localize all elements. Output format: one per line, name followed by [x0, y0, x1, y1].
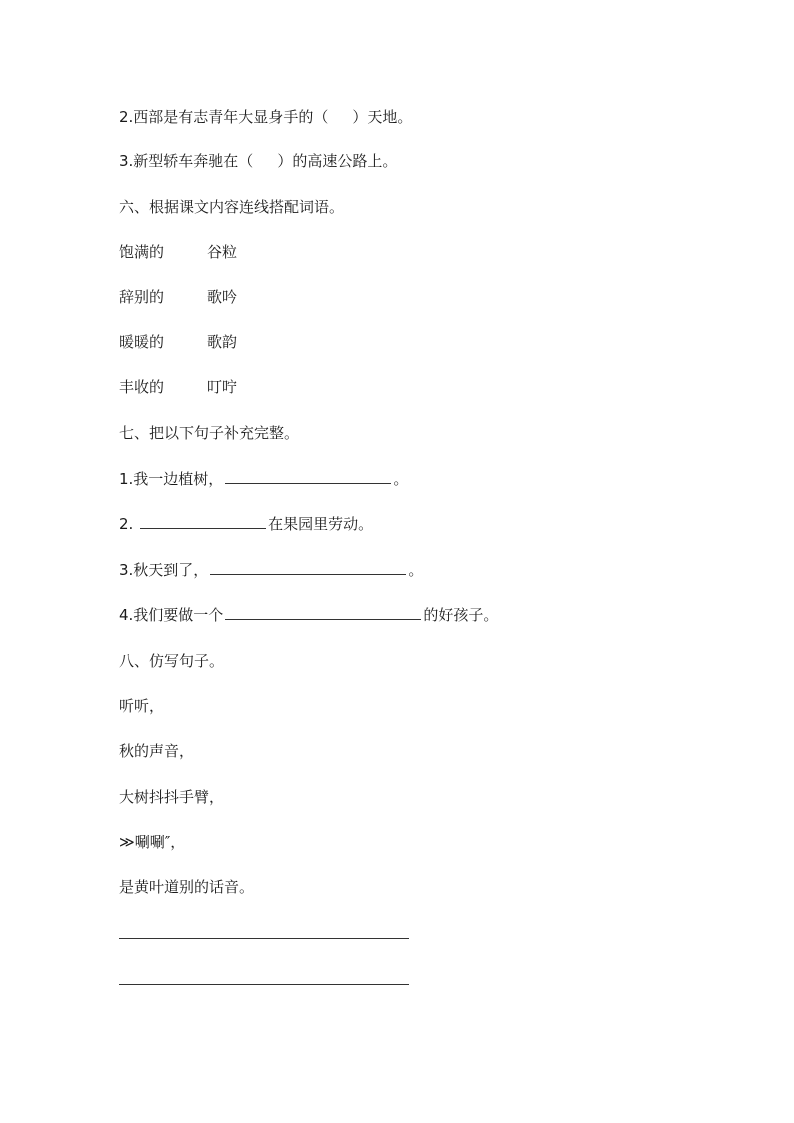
question-7-1: [119, 469, 408, 489]
answer-blank[interactable]: [225, 469, 391, 484]
question-5-3-text-after: ）的高速公路上。: [277, 152, 398, 170]
match-left-word: 暖暖的: [119, 333, 165, 351]
question-7-2-text-after: 在果园里劳动。: [268, 515, 374, 533]
question-7-1-text-after: 。: [393, 470, 409, 488]
question-7-4-text-after: 的好孩子。: [423, 606, 499, 624]
poem-line-5: 是黄叶道别的话音。: [119, 878, 255, 896]
question-7-3: [119, 560, 423, 580]
question-7-2-text-before: 2.: [119, 515, 139, 533]
match-pair-2: [119, 287, 237, 307]
poem-line-4: ≫唰唰″，: [119, 833, 186, 851]
section-7-heading: 七、把以下句子补充完整。: [119, 424, 300, 442]
question-5-2-text-after: ）天地。: [352, 108, 413, 126]
poem-line-2: 秋的声音，: [119, 742, 195, 760]
match-pair-4: [119, 377, 237, 397]
match-right-word: 歌韵: [207, 333, 238, 351]
question-5-2-text-before: 2.西部是有志青年大显身手的（: [119, 108, 329, 126]
question-7-3-text-before: 3.秋天到了，: [119, 561, 209, 579]
question-7-2: [119, 514, 373, 534]
poem-line-3: 大树抖抖手臂，: [119, 788, 225, 806]
question-5-2: [119, 107, 412, 127]
poem-line-1: 听听，: [119, 697, 165, 715]
writing-line-2[interactable]: [119, 984, 409, 985]
match-right-word: 谷粒: [207, 243, 238, 261]
match-left-word: 丰收的: [119, 378, 165, 396]
match-pair-1: [119, 242, 237, 262]
question-7-1-text-before: 1.我一边植树，: [119, 470, 224, 488]
answer-blank[interactable]: [140, 514, 266, 529]
match-right-word: 叮咛: [207, 378, 238, 396]
question-7-4: [119, 605, 498, 625]
answer-blank[interactable]: [225, 605, 421, 620]
question-5-3-text-before: 3.新型轿车奔驰在（: [119, 152, 254, 170]
match-left-word: 辞别的: [119, 288, 165, 306]
writing-line-1[interactable]: [119, 938, 409, 939]
match-left-word: 饱满的: [119, 243, 165, 261]
question-5-3: [119, 151, 397, 171]
section-6-heading: 六、根据课文内容连线搭配词语。: [119, 198, 345, 216]
section-8-heading: 八、仿写句子。: [119, 652, 225, 670]
match-right-word: 歌吟: [207, 288, 238, 306]
question-7-3-text-after: 。: [408, 561, 424, 579]
match-pair-3: [119, 332, 237, 352]
answer-blank[interactable]: [210, 560, 406, 575]
question-7-4-text-before: 4.我们要做一个: [119, 606, 224, 624]
